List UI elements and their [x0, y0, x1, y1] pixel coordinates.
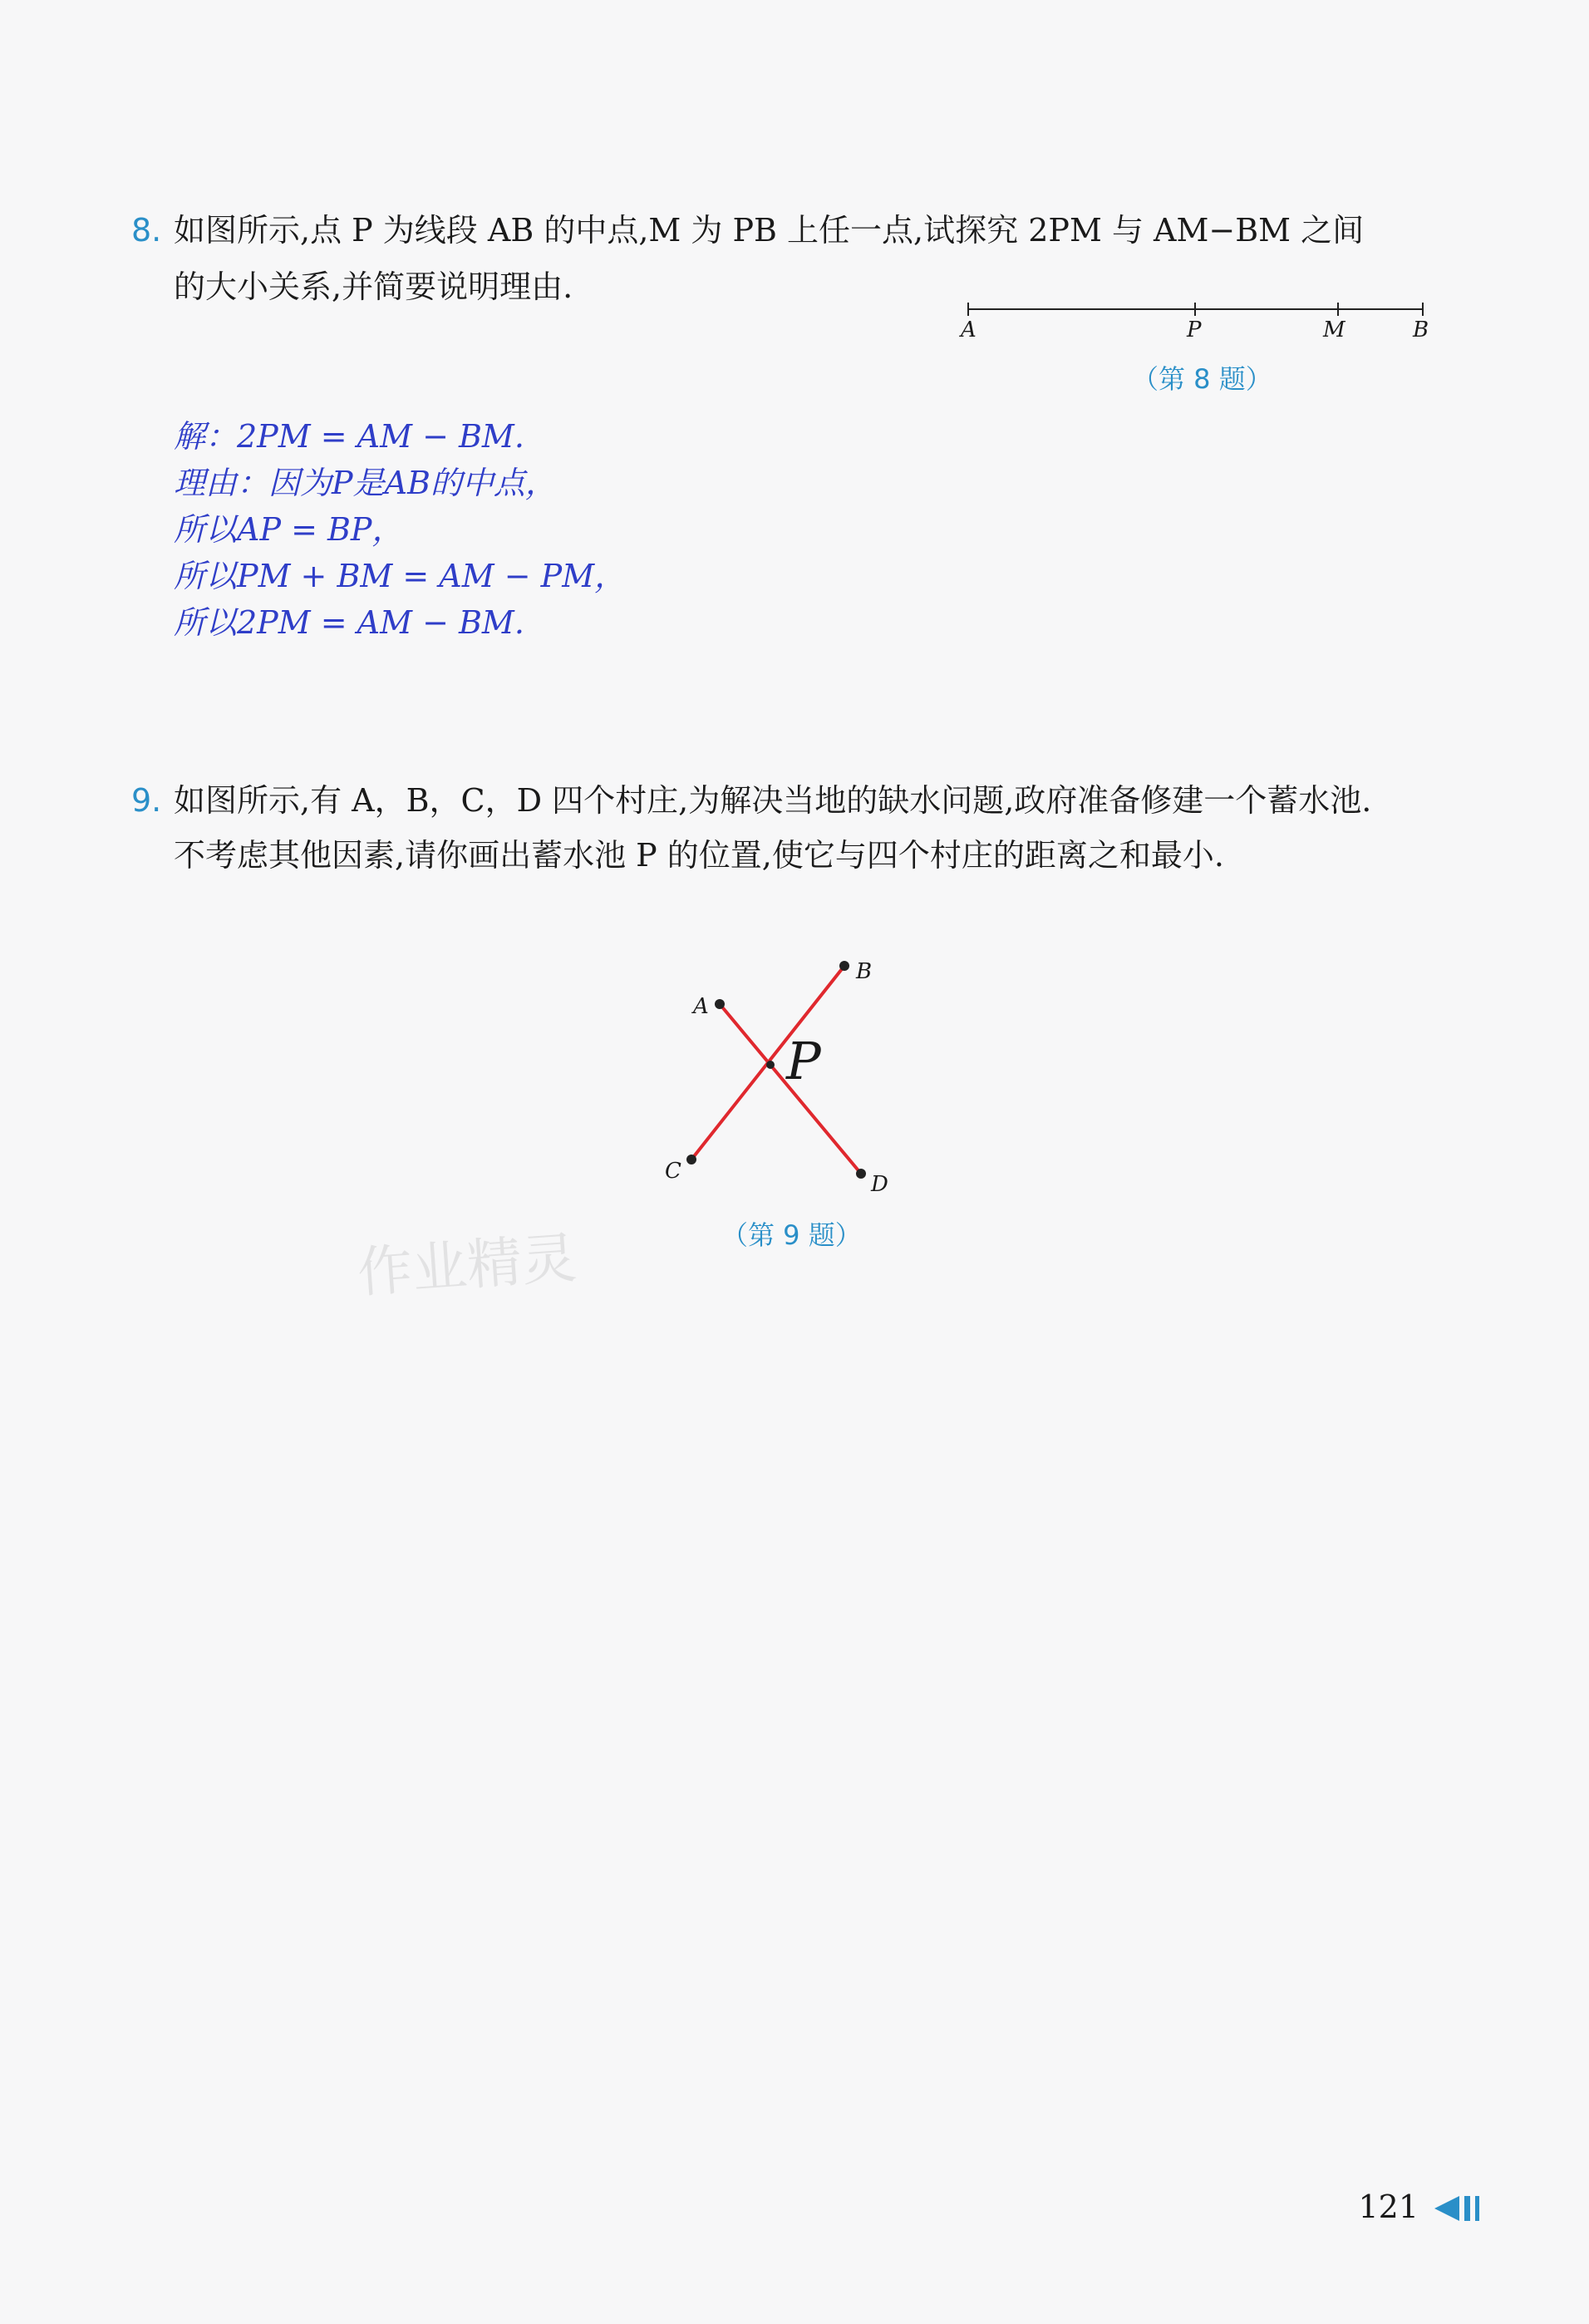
page-number: 121	[1358, 2189, 1419, 2225]
segment-label-a: A	[961, 318, 977, 342]
village-label-d: D	[871, 1172, 888, 1197]
solution-line-5: 所以2PM = AM − BM.	[174, 604, 524, 641]
watermark: 作业精灵	[355, 1225, 579, 1306]
solution-line-1: 解：2PM = AM − BM.	[174, 418, 524, 455]
page-arrow-icon	[1434, 2194, 1484, 2223]
question-9-text-line-1: 如图所示,有 A，B，C，D 四个村庄,为解决当地的缺水问题,政府准备修建一个蓄水池.	[174, 782, 1372, 819]
village-label-b: B	[856, 959, 873, 984]
solution-line-2: 理由：因为P是AB的中点，	[174, 465, 557, 501]
figure-9-caption: （第 9 题）	[721, 1219, 862, 1251]
segment-label-b: B	[1413, 318, 1429, 342]
question-8-number: 8.	[131, 212, 162, 249]
figure-8-caption: （第 8 题）	[1132, 363, 1272, 395]
question-9-text-line-2: 不考虑其他因素,请你画出蓄水池 P 的位置,使它与四个村庄的距离之和最小.	[174, 837, 1224, 874]
segment-label-m: M	[1323, 318, 1345, 342]
segment-label-p: P	[1187, 318, 1202, 342]
village-label-c: C	[665, 1159, 681, 1184]
village-label-a: A	[693, 994, 709, 1019]
solution-line-4: 所以PM + BM = AM − PM，	[174, 558, 627, 594]
question-8-text-line-1: 如图所示,点 P 为线段 AB 的中点,M 为 PB 上任一点,试探究 2PM 与 AM−BM 之间	[174, 212, 1365, 249]
reservoir-label-p: P	[786, 1031, 821, 1091]
question-9-number: 9.	[131, 782, 162, 819]
solution-line-3: 所以AP = BP，	[174, 511, 404, 548]
question-8-text-line-2: 的大小关系,并简要说明理由.	[174, 268, 573, 305]
